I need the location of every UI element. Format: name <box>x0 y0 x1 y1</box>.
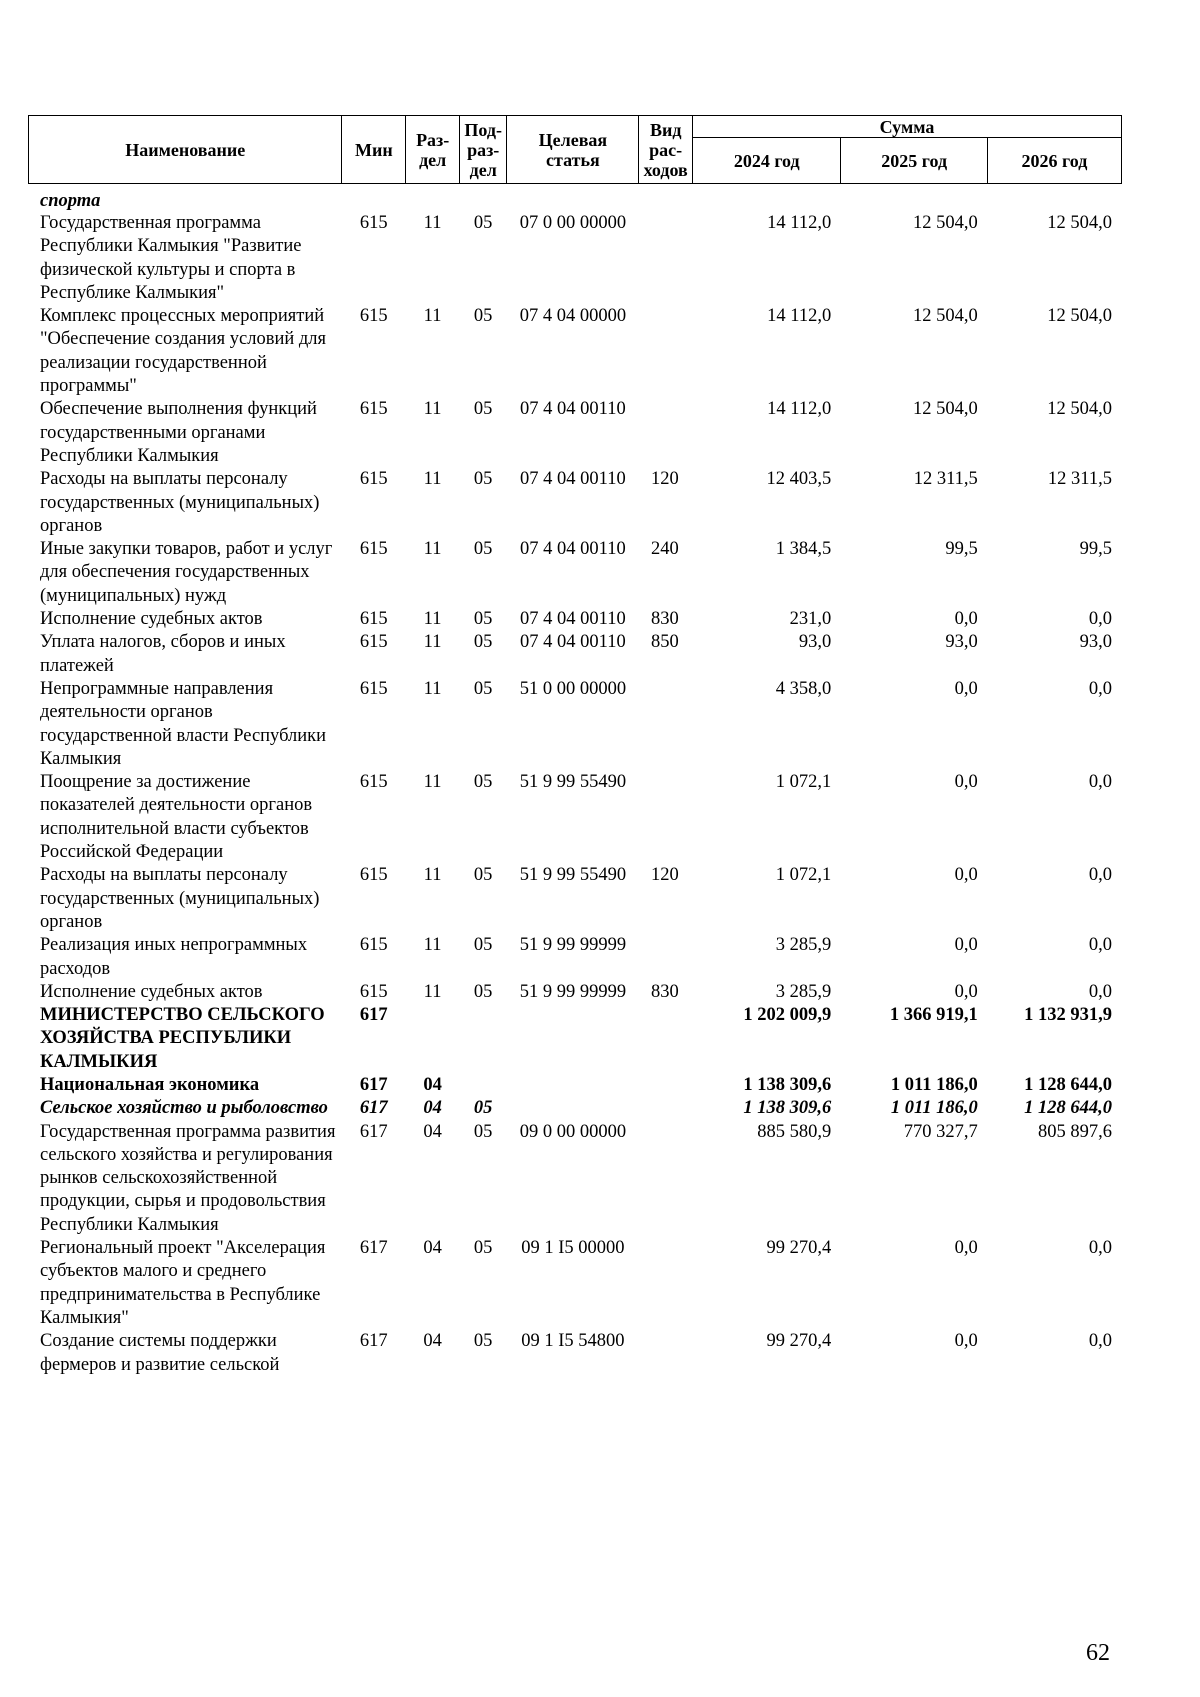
table-row <box>28 864 1122 934</box>
row-name: Непрограммные направления деятельности органов государственной власти Республики Калмыкия <box>40 678 327 769</box>
row-2025: 0,0 <box>954 865 978 886</box>
row-name: Иные закупки товаров, работ и услуг для обеспечения государственных (муниципальных) нужд <box>40 539 333 606</box>
row-2024: 4 358,0 <box>775 678 832 699</box>
row-podrazdel: 05 <box>473 865 493 886</box>
row-podrazdel: 05 <box>473 1121 493 1142</box>
row-2024: 99 270,4 <box>766 1238 832 1259</box>
row-vid <box>639 1121 693 1237</box>
row-vid <box>639 212 693 305</box>
row-vid: 830 <box>650 609 679 630</box>
row-min: 615 <box>359 678 388 699</box>
row-2025: 0,0 <box>954 678 978 699</box>
row-name: Исполнение судебных актов <box>40 981 263 1002</box>
table-row <box>28 398 1122 468</box>
header-2024: 2024 год <box>692 138 840 184</box>
row-min: 617 <box>359 1331 388 1352</box>
row-2026: 1 128 644,0 <box>1024 1098 1112 1119</box>
row-target: 51 9 99 55490 <box>519 772 627 793</box>
row-name: Реализация иных непрограммных расходов <box>40 935 308 979</box>
row-min: 615 <box>359 609 388 630</box>
row-2025: 0,0 <box>954 935 978 956</box>
row-2025: 0,0 <box>954 1331 978 1352</box>
row-target: 51 0 00 00000 <box>519 678 627 699</box>
row-2026: 1 132 931,9 <box>1024 1005 1112 1026</box>
row-podrazdel <box>459 1074 506 1097</box>
row-podrazdel: 05 <box>473 469 493 490</box>
row-name: Региональный проект "Акселерация субъектов малого и среднего предпринимательства в Республике Калмыкия" <box>40 1238 326 1328</box>
row-razdel <box>406 190 460 212</box>
row-vid <box>639 1237 693 1330</box>
table-header <box>28 115 1122 184</box>
row-vid <box>639 1330 693 1377</box>
row-2024: 3 285,9 <box>775 935 832 956</box>
row-target: 07 4 04 00110 <box>520 399 626 420</box>
row-razdel: 11 <box>423 865 442 886</box>
row-min: 615 <box>359 469 388 490</box>
row-razdel: 04 <box>423 1238 442 1259</box>
row-2026: 805 897,6 <box>1038 1121 1112 1142</box>
row-razdel: 11 <box>423 632 442 653</box>
row-name: Комплекс процессных мероприятий "Обеспечение создания условий для реализации государственной программы" <box>40 306 327 397</box>
row-name: Национальная экономика <box>40 1074 260 1095</box>
row-2024: 14 112,0 <box>767 399 832 420</box>
row-name: Создание системы поддержки фермеров и развитие сельской <box>40 1331 280 1375</box>
row-2024: 3 285,9 <box>775 981 832 1002</box>
table-row <box>28 1121 1122 1237</box>
table-row <box>28 631 1122 678</box>
row-2024: 1 138 309,6 <box>743 1074 832 1095</box>
header-podrazdel: Под- раз- дел <box>459 116 506 184</box>
row-name: спорта <box>40 191 101 211</box>
header-target: Целевая статья <box>507 116 639 184</box>
row-podrazdel: 05 <box>473 678 493 699</box>
row-target: 07 4 04 00110 <box>520 469 626 490</box>
row-razdel: 11 <box>423 935 442 956</box>
row-razdel: 11 <box>423 306 442 327</box>
row-2025: 0,0 <box>954 1238 978 1259</box>
row-vid <box>639 305 693 398</box>
header-name: Наименование <box>29 116 342 184</box>
row-podrazdel: 05 <box>473 399 493 420</box>
row-min: 615 <box>359 539 388 560</box>
row-vid <box>639 678 693 771</box>
row-name: Уплата налогов, сборов и иных платежей <box>40 632 286 676</box>
row-2026: 12 311,5 <box>1047 469 1112 490</box>
row-razdel: 11 <box>423 609 442 630</box>
row-target <box>507 1097 639 1120</box>
row-name: Обеспечение выполнения функций государственными органами Республики Калмыкия <box>40 399 317 466</box>
row-razdel: 04 <box>423 1331 442 1352</box>
header-sum: Сумма <box>692 116 1121 138</box>
row-razdel: 11 <box>423 399 442 420</box>
row-target: 51 9 99 99999 <box>519 981 627 1002</box>
table-row <box>28 678 1122 771</box>
row-razdel: 11 <box>423 981 442 1002</box>
row-min: 617 <box>359 1098 388 1119</box>
table-row <box>28 1074 1122 1097</box>
row-target: 09 1 I5 00000 <box>521 1238 625 1259</box>
row-target <box>507 1004 639 1074</box>
table-row <box>28 1004 1122 1074</box>
row-vid: 850 <box>650 632 679 653</box>
row-2025: 1 011 186,0 <box>890 1074 978 1095</box>
row-name: Расходы на выплаты персоналу государственных (муниципальных) органов <box>40 865 320 932</box>
row-razdel: 11 <box>423 772 442 793</box>
row-2025: 12 504,0 <box>913 306 978 327</box>
row-name: Исполнение судебных актов <box>40 609 263 630</box>
row-2026: 0,0 <box>1088 609 1112 630</box>
row-target: 09 0 00 00000 <box>519 1121 627 1142</box>
row-min: 617 <box>359 1238 388 1259</box>
row-2025: 12 504,0 <box>913 399 978 420</box>
row-2024: 12 403,5 <box>766 469 832 490</box>
row-2026: 99,5 <box>1079 539 1112 560</box>
row-2026: 0,0 <box>1088 1331 1112 1352</box>
row-2026: 12 504,0 <box>1047 213 1112 233</box>
header-2025: 2025 год <box>841 138 987 184</box>
row-min: 615 <box>359 213 388 233</box>
row-2024: 231,0 <box>789 609 832 630</box>
row-vid <box>639 190 693 212</box>
row-vid <box>639 934 693 981</box>
row-target: 07 4 04 00110 <box>520 609 626 630</box>
row-2026: 0,0 <box>1088 1238 1112 1259</box>
row-min: 615 <box>359 399 388 420</box>
row-podrazdel <box>459 190 506 212</box>
row-2026: 93,0 <box>1079 632 1112 653</box>
row-2026: 12 504,0 <box>1047 306 1112 327</box>
row-vid <box>639 771 693 864</box>
row-target: 07 4 04 00110 <box>520 632 626 653</box>
table-row <box>28 771 1122 864</box>
row-min: 615 <box>359 981 388 1002</box>
row-target: 07 0 00 00000 <box>519 213 627 233</box>
row-2026: 0,0 <box>1088 678 1112 699</box>
header-razdel: Раз- дел <box>406 116 460 184</box>
row-target: 07 4 04 00000 <box>519 306 627 327</box>
row-2026: 12 504,0 <box>1047 399 1112 420</box>
row-2024: 1 072,1 <box>775 772 832 793</box>
table-row <box>28 608 1122 631</box>
row-target: 09 1 I5 54800 <box>521 1331 625 1352</box>
row-podrazdel: 05 <box>473 1238 493 1259</box>
row-2025: 0,0 <box>954 609 978 630</box>
row-2025 <box>841 190 988 212</box>
row-2024: 1 202 009,9 <box>743 1005 832 1026</box>
row-razdel: 11 <box>423 469 442 490</box>
row-2024: 1 384,5 <box>775 539 832 560</box>
row-min: 615 <box>359 865 388 886</box>
row-min: 617 <box>359 1121 388 1142</box>
row-vid: 830 <box>650 981 679 1002</box>
table-row <box>28 1097 1122 1120</box>
row-2025: 12 504,0 <box>913 213 978 233</box>
header-2026: 2026 год <box>987 138 1121 184</box>
header-min: Мин <box>342 116 406 184</box>
row-2024: 93,0 <box>798 632 832 653</box>
row-2025: 1 366 919,1 <box>889 1005 978 1026</box>
row-target: 07 4 04 00110 <box>520 539 626 560</box>
row-podrazdel: 05 <box>473 539 493 560</box>
row-2024: 1 138 309,6 <box>743 1098 832 1119</box>
row-razdel <box>406 1004 460 1074</box>
table-row <box>28 1330 1122 1377</box>
row-vid: 120 <box>650 865 679 886</box>
row-name: Государственная программа Республики Калмыкия "Развитие физической культуры и спорта в Республике Калмыкия" <box>40 213 302 303</box>
row-target <box>507 1074 639 1097</box>
row-2025: 12 311,5 <box>913 469 978 490</box>
table-row <box>28 212 1122 305</box>
row-2025: 99,5 <box>945 539 978 560</box>
row-2024: 99 270,4 <box>766 1331 832 1352</box>
table-row <box>28 468 1122 538</box>
table-row <box>28 538 1122 608</box>
row-name: Сельское хозяйство и рыболовство <box>40 1098 328 1119</box>
table-row <box>28 934 1122 981</box>
budget-table <box>28 190 1122 1377</box>
row-name: МИНИСТЕРСТВО СЕЛЬСКОГО ХОЗЯЙСТВА РЕСПУБЛИКИ КАЛМЫКИЯ <box>40 1005 325 1072</box>
row-name: Поощрение за достижение показателей деятельности органов исполнительной власти субъектов Российской Федерации <box>40 772 313 863</box>
row-podrazdel: 05 <box>473 1098 493 1119</box>
row-2026 <box>988 190 1122 212</box>
row-vid: 120 <box>650 469 679 490</box>
table-row <box>28 305 1122 398</box>
row-2026: 0,0 <box>1088 772 1112 793</box>
row-2024: 14 112,0 <box>767 213 832 233</box>
row-vid <box>639 1074 693 1097</box>
header-vid: Вид рас- ходов <box>639 116 693 184</box>
row-vid: 240 <box>650 539 679 560</box>
row-name: Расходы на выплаты персоналу государственных (муниципальных) органов <box>40 469 320 536</box>
row-min: 615 <box>359 935 388 956</box>
row-razdel: 04 <box>423 1098 442 1119</box>
row-podrazdel: 05 <box>473 306 493 327</box>
row-podrazdel: 05 <box>473 213 493 233</box>
row-razdel: 11 <box>423 213 442 233</box>
row-min: 615 <box>359 306 388 327</box>
table-row <box>28 981 1122 1004</box>
table-row <box>28 190 1122 212</box>
row-razdel: 04 <box>423 1074 442 1095</box>
row-podrazdel: 05 <box>473 1331 493 1352</box>
row-2024: 14 112,0 <box>767 306 832 327</box>
row-target: 51 9 99 99999 <box>519 935 627 956</box>
row-min <box>342 190 406 212</box>
row-target: 51 9 99 55490 <box>519 865 627 886</box>
row-2025: 1 011 186,0 <box>890 1098 978 1119</box>
page-number: 62 <box>1086 1640 1110 1666</box>
row-2026: 1 128 644,0 <box>1024 1074 1112 1095</box>
row-2025: 0,0 <box>954 981 978 1002</box>
row-razdel: 11 <box>423 539 442 560</box>
row-podrazdel: 05 <box>473 981 493 1002</box>
row-min: 615 <box>359 632 388 653</box>
row-2026: 0,0 <box>1088 865 1112 886</box>
row-2024: 1 072,1 <box>775 865 832 886</box>
table-row <box>28 1237 1122 1330</box>
row-vid <box>639 398 693 468</box>
row-2025: 0,0 <box>954 772 978 793</box>
row-2024 <box>693 190 842 212</box>
row-vid <box>639 1097 693 1120</box>
row-min: 615 <box>359 772 388 793</box>
row-podrazdel: 05 <box>473 609 493 630</box>
row-podrazdel: 05 <box>473 632 493 653</box>
row-2025: 770 327,7 <box>903 1121 978 1142</box>
row-podrazdel: 05 <box>473 772 493 793</box>
row-2025: 93,0 <box>945 632 978 653</box>
row-podrazdel <box>459 1004 506 1074</box>
row-podrazdel: 05 <box>473 935 493 956</box>
row-min: 617 <box>359 1074 388 1095</box>
row-name: Государственная программа развития сельского хозяйства и регулирования рынков сельскохозяйственной продукции, сырья и продовольствия Республики Калмыкия <box>40 1121 336 1235</box>
row-2026: 0,0 <box>1088 935 1112 956</box>
row-razdel: 04 <box>423 1121 442 1142</box>
row-min: 617 <box>359 1005 388 1026</box>
row-target <box>507 190 639 212</box>
row-vid <box>639 1004 693 1074</box>
row-razdel: 11 <box>423 678 442 699</box>
row-2024: 885 580,9 <box>757 1121 832 1142</box>
row-2026: 0,0 <box>1088 981 1112 1002</box>
